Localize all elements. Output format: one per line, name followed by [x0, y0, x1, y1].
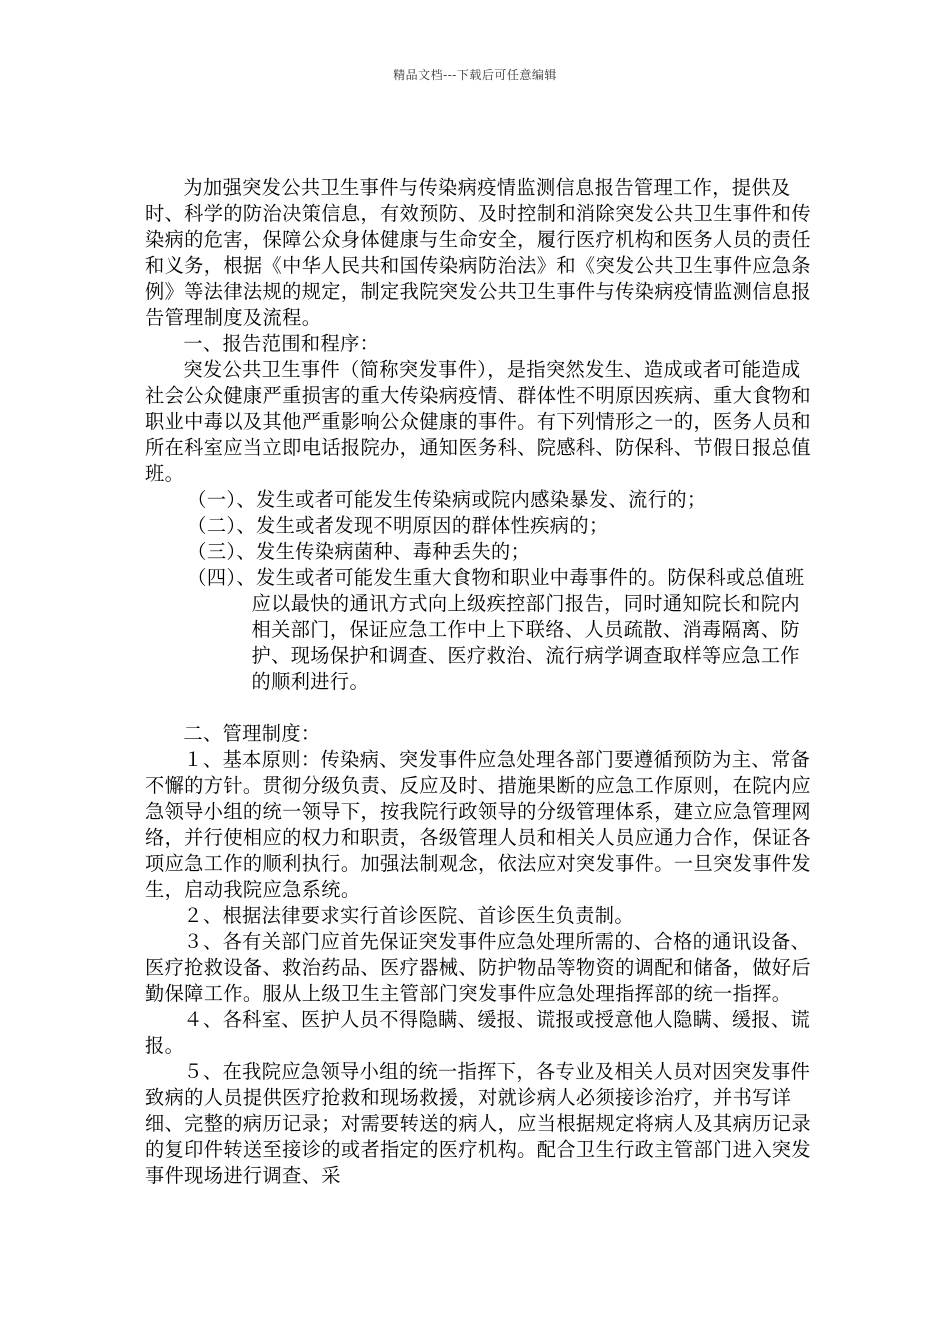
intro-paragraph: 为加强突发公共卫生事件与传染病疫情监测信息报告管理工作，提供及时、科学的防治决策信息，有效预防、及时控制和消除突发公共卫生事件和传染病的危害，保障公众身体健康与生命安全，履行医疗机构和医务人员的责任和义务，根据《中华人民共和国传染病防治法》和《突发公共卫生事件应急条例》等法律法规的规定，制定我院突发公共卫生事件与传染病疫情监测信息报告管理制度及流程。	[145, 176, 811, 329]
section-1-item-2: （二）、发生或者发现不明原因的群体性疾病的；	[187, 514, 609, 537]
section-2-paragraph-3: ３、各有关部门应首先保证突发事件应急处理所需的、合格的通讯设备、医疗抢救设备、救治药品、医疗器械、防护物品等物资的调配和储备，做好后勤保障工作。服从上级卫生主管部门突发事件应急处理指挥部的统一指挥。	[145, 930, 811, 1005]
section-1-item-4: （四）、发生或者可能发生重大食物和职业中毒事件的。防保科或总值班应以最快的通讯方式向上级疾控部门报告，同时通知院长和院内相关部门，保证应急工作中上下联络、人员疏散、消毒隔离、防护、现场保护和调查、医疗救治、流行病学调查取样等应急工作的顺利进行。	[187, 566, 805, 693]
section-2-paragraph-4: ４、各科室、医护人员不得隐瞒、缓报、谎报或授意他人隐瞒、缓报、谎报。	[145, 1008, 811, 1057]
section-1-item-3: （三）、发生传染病菌种、毒种丢失的；	[187, 540, 531, 563]
section-2-paragraph-5: ５、在我院应急领导小组的统一指挥下，各专业及相关人员对因突发事件致病的人员提供医疗抢救和现场救援，对就诊病人必须接诊治疗，并书写详细、完整的病历记录；对需要转送的病人，应当根据规定将病人及其病历记录的复印件转送至接诊的或者指定的医疗机构。配合卫生行政主管部门进入突发事件现场进行调查、采	[145, 1060, 811, 1187]
section-2-paragraph-2: ２、根据法律要求实行首诊医院、首诊医生负责制。	[183, 904, 634, 927]
section-1-heading: 一、报告范围和程序：	[183, 332, 380, 355]
document-body	[145, 175, 815, 1189]
page-header: 精品文档---下载后可任意编辑	[393, 68, 557, 82]
blank-line	[145, 695, 815, 721]
section-2-paragraph-1: １、基本原则：传染病、突发事件应急处理各部门要遵循预防为主、常备不懈的方针。贯彻分级负责、反应及时、措施果断的应急工作原则，在院内应急领导小组的统一领导下，按我院行政领导的分级管理体系，建立应急管理网络，并行使相应的权力和职责，各级管理人员和相关人员应通力合作，保证各项应急工作的顺利执行。加强法制观念，依法应对突发事件。一旦突发事件发生，启动我院应急系统。	[145, 748, 811, 901]
section-1-item-1: （一）、发生或者可能发生传染病或院内感染暴发、流行的；	[187, 488, 707, 511]
section-2-heading: 二、管理制度：	[183, 722, 321, 745]
section-1-paragraph: 突发公共卫生事件（简称突发事件），是指突然发生、造成或者可能造成社会公众健康严重损害的重大传染病疫情、群体性不明原因疾病、重大食物和职业中毒以及其他严重影响公众健康的事件。有下列情形之一的，医务人员和所在科室应当立即电话报院办，通知医务科、院感科、防保科、节假日报总值班。	[145, 358, 811, 485]
